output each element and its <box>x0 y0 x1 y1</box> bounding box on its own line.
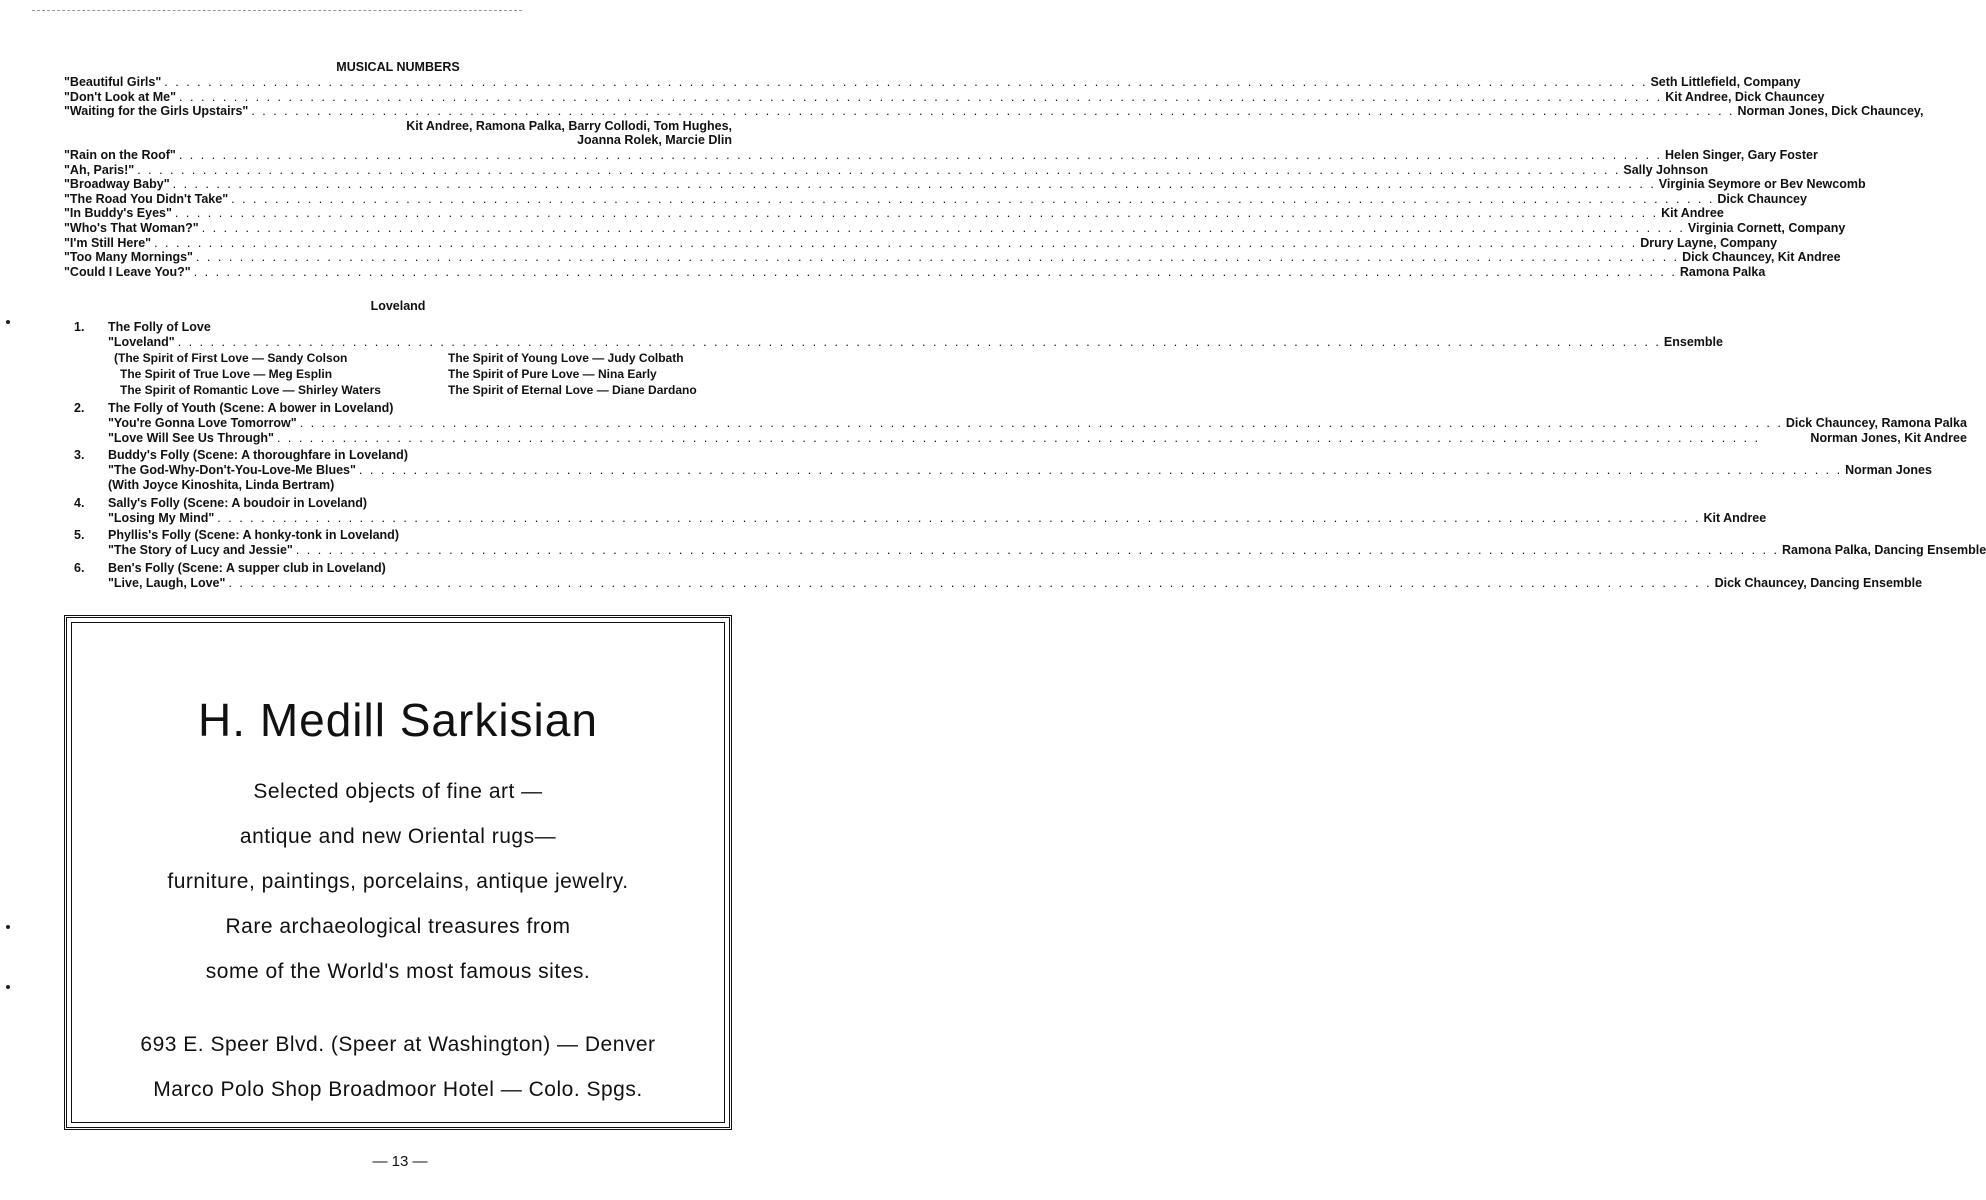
dot-leader <box>359 463 1842 478</box>
number-row <box>64 206 1724 221</box>
song-row <box>108 511 1766 526</box>
song-title: "Rain on the Roof" <box>64 147 176 162</box>
act-number: 6. <box>74 560 85 575</box>
song-title: "Love Will See Us Through" <box>108 430 274 445</box>
advertisement-box <box>64 615 732 1130</box>
ad-copy-line: Selected objects of fine art — <box>253 780 543 803</box>
song-row <box>108 576 1922 591</box>
dot-leader <box>300 416 1783 431</box>
advertiser-name: H. Medill Sarkisian <box>198 694 598 746</box>
song-title: "Who's That Woman?" <box>64 220 199 235</box>
musical-numbers-heading: MUSICAL NUMBERS <box>336 60 460 74</box>
act-5 <box>64 528 1986 558</box>
dot-leader <box>231 192 1714 207</box>
song-title: "Too Many Mornings" <box>64 250 193 265</box>
performers: Virginia Cornett, Company <box>1687 220 1846 235</box>
song-title: "The Story of Lucy and Jessie" <box>108 543 293 558</box>
top-rule <box>32 10 522 11</box>
number-row <box>64 75 1801 90</box>
spirit-credit: (The Spirit of First Love — Sandy Colson <box>114 350 348 365</box>
song-title: "Broadway Baby" <box>64 177 170 192</box>
performers: Norman Jones <box>1845 463 1932 478</box>
number-row <box>64 264 1766 280</box>
spirit-credit: The Spirit of Eternal Love — Diane Dardano <box>448 382 697 397</box>
performers-continued: Joanna Rolek, Marcie Dlin <box>577 133 732 148</box>
dot-leader <box>194 265 1677 280</box>
act-3 <box>64 448 1932 493</box>
number-row <box>64 89 1825 105</box>
performers: Virginia Seymore or Bev Newcomb <box>1658 177 1866 192</box>
spirit-credit: The Spirit of Young Love — Judy Colbath <box>448 350 684 365</box>
advertisement-copy <box>72 769 724 994</box>
dot-leader <box>202 221 1685 236</box>
act-6 <box>64 560 1923 591</box>
dot-leader <box>228 576 1711 591</box>
ad-copy-line: Rare archaeological treasures from <box>225 915 571 938</box>
program-page <box>64 60 1986 590</box>
song-title: "I'm Still Here" <box>64 235 152 250</box>
performers: Sally Johnson <box>1623 162 1709 177</box>
advertisement-addresses <box>72 1022 724 1112</box>
performers: Dick Chauncey, Dancing Ensemble <box>1714 575 1923 590</box>
song-title: "Could I Leave You?" <box>64 264 191 279</box>
spirit-credit: The Spirit of Pure Love — Nina Early <box>448 366 657 381</box>
song-title: "Don't Look at Me" <box>64 89 177 104</box>
act-title: Buddy's Folly (Scene: A thoroughfare in Loveland) <box>108 448 408 463</box>
number-row <box>64 147 1818 163</box>
performers: Dick Chauncey <box>1717 191 1807 206</box>
performers: Kit Andree <box>1661 206 1724 221</box>
act-title: Phyllis's Folly (Scene: A honky-tonk in Loveland) <box>108 528 399 543</box>
song-row <box>108 431 1967 446</box>
performers: Ensemble <box>1663 335 1723 350</box>
song-title: "Loveland" <box>108 335 175 350</box>
number-row <box>64 220 1846 236</box>
dot-leader <box>179 90 1662 105</box>
performers: Norman Jones, Kit Andree <box>1810 430 1967 445</box>
song-row <box>108 463 1932 478</box>
act-number: 2. <box>74 400 85 415</box>
song-title: "The God-Why-Don't-You-Love-Me Blues" <box>108 463 356 478</box>
act-title: The Folly of Love <box>108 320 211 335</box>
margin-mark <box>6 985 10 989</box>
ad-copy-line: furniture, paintings, porcelains, antique jewelry. <box>167 870 629 893</box>
advertisement-inner-border <box>71 622 725 1123</box>
dot-leader <box>154 236 1637 251</box>
act-4 <box>64 495 1767 526</box>
dot-leader <box>173 177 1656 192</box>
margin-mark <box>6 320 10 324</box>
dot-leader <box>277 431 1807 446</box>
act-title: Sally's Folly (Scene: A boudoir in Loveland) <box>108 495 368 510</box>
song-row <box>108 335 1723 350</box>
act-number: 1. <box>74 320 85 335</box>
song-title: "Ah, Paris!" <box>64 162 135 177</box>
ad-address-line: Marco Polo Shop Broadmoor Hotel — Colo. Spgs. <box>153 1078 643 1101</box>
song-row <box>108 416 1967 431</box>
performers: Ramona Palka, Dancing Ensemble <box>1781 543 1986 558</box>
dot-leader <box>196 250 1679 265</box>
song-title: "Waiting for the Girls Upstairs" <box>64 104 249 119</box>
song-title: "In Buddy's Eyes" <box>64 206 172 221</box>
dot-leader <box>175 206 1658 221</box>
song-title: "Live, Laugh, Love" <box>108 575 226 590</box>
performers: Dick Chauncey, Ramona Palka <box>1785 415 1967 430</box>
performers: Dick Chauncey, Kit Andree <box>1682 250 1841 265</box>
spirit-credit: The Spirit of True Love — Meg Esplin <box>120 366 333 381</box>
spirit-credit: The Spirit of Romantic Love — Shirley Waters <box>120 382 381 397</box>
act-2 <box>64 400 1967 445</box>
loveland-heading: Loveland <box>370 299 426 314</box>
performers: Helen Singer, Gary Foster <box>1665 147 1818 162</box>
act-number: 5. <box>74 528 85 543</box>
song-row <box>108 543 1986 558</box>
number-row <box>64 162 1709 178</box>
page-number: — 13 — <box>372 1153 428 1170</box>
number-row <box>64 104 1924 119</box>
dot-leader <box>164 75 1647 90</box>
dot-leader <box>217 511 1700 526</box>
dot-leader <box>251 104 1734 119</box>
song-title: "Losing My Mind" <box>108 510 215 525</box>
dot-leader <box>179 148 1662 163</box>
ad-copy-line: antique and new Oriental rugs— <box>239 825 557 848</box>
number-row <box>64 191 1807 207</box>
dot-leader <box>178 335 1661 350</box>
song-title: "Beautiful Girls" <box>64 75 162 89</box>
dot-leader <box>137 163 1620 178</box>
musical-numbers-list <box>64 75 1924 279</box>
performers-continued: Kit Andree, Ramona Palka, Barry Collodi, Tom Hughes, <box>406 118 732 133</box>
number-row <box>64 250 1841 265</box>
act-title: The Folly of Youth (Scene: A bower in Loveland) <box>108 400 394 415</box>
act-note: (With Joyce Kinoshita, Linda Bertram) <box>108 477 335 492</box>
margin-mark <box>6 925 10 929</box>
spirits-list <box>108 350 1723 398</box>
performers: Seth Littlefield, Company <box>1650 75 1801 89</box>
act-number: 4. <box>74 495 85 510</box>
performers: Kit Andree, Dick Chauncey <box>1665 89 1825 104</box>
performers: Kit Andree <box>1703 510 1767 525</box>
performers: Drury Layne, Company <box>1640 235 1778 250</box>
song-title: "The Road You Didn't Take" <box>64 191 229 206</box>
ad-address-line: 693 E. Speer Blvd. (Speer at Washington) — Denver <box>140 1033 656 1056</box>
act-number: 3. <box>74 448 85 463</box>
act-title: Ben's Folly (Scene: A supper club in Loveland) <box>108 560 386 575</box>
number-row <box>64 177 1866 192</box>
ad-copy-line: some of the World's most famous sites. <box>205 960 591 983</box>
number-row <box>64 235 1778 251</box>
dot-leader <box>296 543 1779 558</box>
act-1 <box>64 320 1723 398</box>
song-title: "You're Gonna Love Tomorrow" <box>108 415 297 430</box>
performers: Ramona Palka <box>1679 264 1766 279</box>
performers: Norman Jones, Dick Chauncey, <box>1737 104 1924 119</box>
